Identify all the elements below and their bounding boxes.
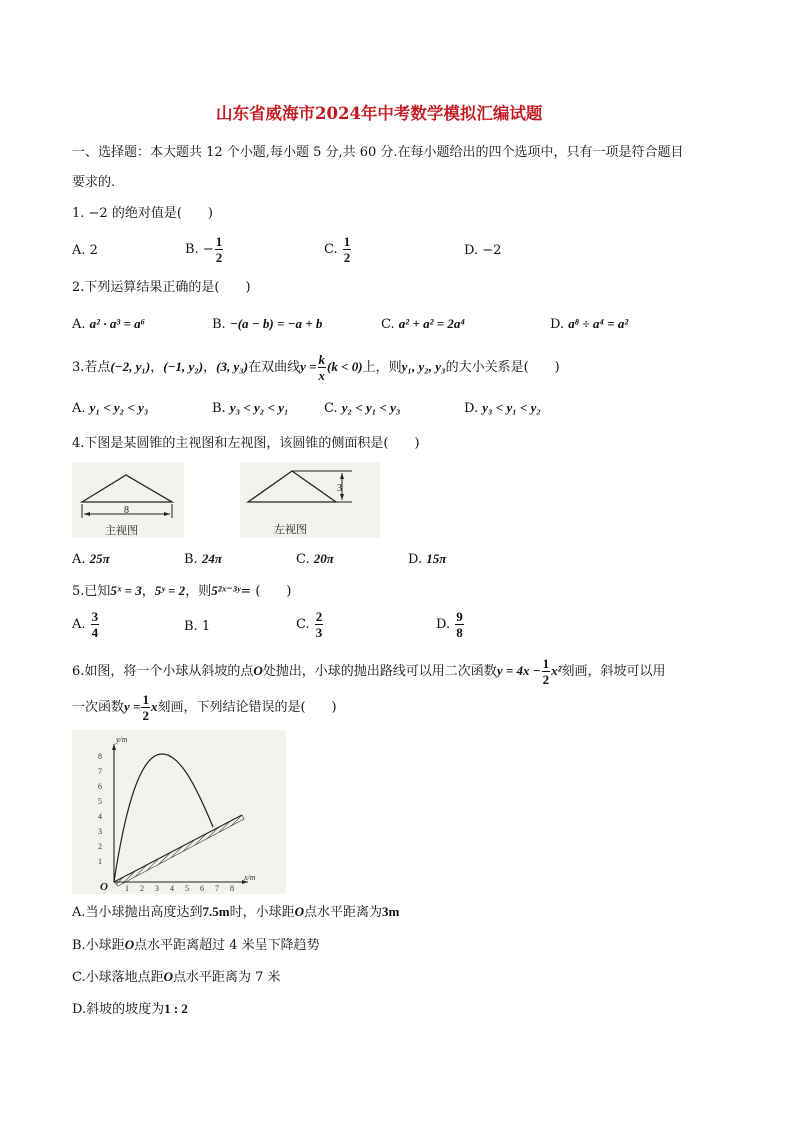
q4-option-c <box>296 552 334 566</box>
denominator: 2 <box>542 672 550 687</box>
y-tick-7: 7 <box>98 767 102 776</box>
option-label: C. <box>296 617 310 632</box>
stem-text: = ( ) <box>240 584 292 599</box>
option-text: 时，小球距 <box>229 905 295 920</box>
option-label: C. <box>381 317 395 332</box>
option-label: A. <box>72 317 86 332</box>
distance-value: 3m <box>382 904 400 919</box>
front-view-drawing <box>72 462 184 538</box>
q2-option-a <box>72 317 145 331</box>
q6-option-d <box>72 1002 188 1016</box>
q1-option-c-fraction <box>343 235 352 264</box>
arrow-left <box>84 512 90 516</box>
stem-text: 在双曲线 <box>248 360 301 375</box>
option-text: 点水平距离超过 4 米呈下降趋势 <box>134 938 320 953</box>
q6-option-a <box>72 905 399 919</box>
x-tick-1: 1 <box>125 884 129 893</box>
x-tick-8: 8 <box>230 884 234 893</box>
x-tick-5: 5 <box>185 884 189 893</box>
x-tick-6: 6 <box>200 884 204 893</box>
numerator: 1 <box>215 234 223 249</box>
dim-label-3: 3 <box>337 483 342 494</box>
q3-option-d <box>464 401 541 415</box>
side-view-figure <box>240 462 380 538</box>
option-expression: y₃ < y₁ < y₂ <box>482 400 541 415</box>
option-expression: a⁸ ÷ a⁴ = a² <box>568 316 629 331</box>
option-expression: a² · a³ = a⁶ <box>89 316 146 331</box>
option-expression: −(a − b) = −a + b <box>229 316 323 331</box>
stem-text: 处抛出，小球的抛出路线可以用二次函数 <box>262 664 497 679</box>
quadratic-part-1: y = 4x − <box>496 663 541 678</box>
option-expression: 20π <box>313 551 334 566</box>
option-text: C.小球落地点距 <box>72 970 164 985</box>
point-3: (3, y₃) <box>216 359 249 374</box>
option-expression: 15π <box>426 551 447 566</box>
page-title: 山东省威海市2024年中考数学模拟汇编试题 <box>216 104 543 123</box>
option-label: A. <box>72 552 86 567</box>
arrow-right <box>164 512 170 516</box>
point-1: (−2, y₁) <box>110 359 151 374</box>
option-expression: 25π <box>89 551 110 566</box>
slope-line <box>114 815 242 882</box>
x-tick-3: 3 <box>155 884 159 893</box>
q1-option-b-fraction <box>215 235 224 264</box>
question-2-stem: 2.下列运算结果正确的是( ) <box>72 280 251 295</box>
stem-text: 一次函数 <box>72 700 125 715</box>
ball-trajectory <box>114 754 213 882</box>
point-o: O <box>294 904 305 919</box>
y-axis-arrow <box>112 744 116 750</box>
denominator: 4 <box>91 625 99 640</box>
point-o: O <box>253 663 263 678</box>
y-tick-8: 8 <box>98 752 102 761</box>
side-view-drawing <box>240 462 380 538</box>
front-view-triangle <box>82 475 172 502</box>
linear-part-2: x <box>150 699 158 714</box>
option-expression: y₁ < y₂ < y₃ <box>89 400 149 415</box>
option-label: B. <box>212 317 226 332</box>
option-label: C. <box>324 401 338 416</box>
option-label: D. <box>550 317 565 332</box>
option-label: A. <box>72 617 86 632</box>
q4-option-a <box>72 552 110 566</box>
height-value: 7.5m <box>202 904 230 919</box>
option-expression: a² + a² = 2a⁴ <box>398 316 465 331</box>
front-view-label: 主视图 <box>105 524 138 537</box>
q1-option-d: D. −2 <box>464 243 502 258</box>
numerator: 1 <box>542 656 550 671</box>
quadratic-part-2: x² <box>551 663 562 678</box>
expression: 5²ˣ⁻³ʸ <box>211 583 241 598</box>
q4-option-d <box>408 552 446 566</box>
option-expression: y₂ < y₁ < y₃ <box>341 400 401 415</box>
y-tick-3: 3 <box>98 827 102 836</box>
denominator: 2 <box>142 708 149 723</box>
q3-option-c <box>324 401 401 415</box>
q2-option-c <box>381 317 465 331</box>
stem-text: 刻画，斜坡可以用 <box>561 664 666 679</box>
option-label: C. <box>296 552 310 567</box>
option-text: 点水平距离为 7 米 <box>173 970 281 985</box>
denominator: x <box>318 368 326 383</box>
y-tick-6: 6 <box>98 782 102 791</box>
q3-option-a <box>72 401 148 415</box>
option-text: B.小球距 <box>72 938 125 953</box>
arrow-up <box>340 473 344 479</box>
y-axis-label: y/m <box>116 735 128 744</box>
numerator: k <box>318 352 326 367</box>
trajectory-graph-figure <box>72 730 286 894</box>
y-tick-1: 1 <box>98 857 102 866</box>
dim-label-8: 8 <box>124 505 129 516</box>
q4-option-b <box>184 552 222 566</box>
denominator: 3 <box>315 625 323 640</box>
question-5-stem <box>72 584 291 598</box>
option-label: B. <box>184 552 198 567</box>
side-view-triangle <box>248 471 336 502</box>
numerator: 1 <box>343 234 351 249</box>
q5-option-b: B. 1 <box>184 619 211 634</box>
q3-option-b <box>212 401 289 415</box>
point-o: O <box>124 937 135 952</box>
option-text: D.斜坡的坡度为 <box>72 1002 165 1017</box>
option-expression: 24π <box>201 551 222 566</box>
question-6-stem-line2 <box>72 693 337 722</box>
separator: ， <box>150 360 164 375</box>
k-over-x-fraction <box>318 353 327 382</box>
q5-option-a-fraction <box>91 610 100 639</box>
denominator: 2 <box>343 250 351 265</box>
side-view-label: 左视图 <box>274 523 307 536</box>
question-3-stem <box>72 353 560 382</box>
option-label: D. <box>436 617 451 632</box>
point-o: O <box>163 969 174 984</box>
separator: ， <box>141 584 155 599</box>
section-intro-line1: 一、选择题：本大题共 12 个小题,每小题 5 分,共 60 分.在每小题给出的四个选项中，只有一项是符合题目 <box>72 145 684 160</box>
q2-option-b <box>212 317 322 331</box>
arrow-down <box>340 494 344 500</box>
stem-text: 刻画，下列结论错误的是( ) <box>157 700 337 715</box>
stem-text: 的大小关系是( ) <box>445 360 560 375</box>
slope-hatched <box>114 815 244 886</box>
y-values: y₁, y₂, y₃ <box>401 359 446 374</box>
y-tick-4: 4 <box>98 812 102 821</box>
stem-text: 3.若点 <box>72 360 111 375</box>
numerator: 1 <box>142 692 149 707</box>
equation-1: 5ˣ = 3 <box>110 583 142 598</box>
option-text: A.当小球抛出高度达到 <box>72 905 203 920</box>
question-1-stem: 1. −2 的绝对值是( ) <box>72 206 213 221</box>
q5-option-c <box>296 610 324 639</box>
q1-option-b <box>185 235 224 264</box>
separator: ， <box>203 360 217 375</box>
half-fraction <box>542 657 551 686</box>
stem-text: 6.如图，将一个小球从斜坡的点 <box>72 664 254 679</box>
linear-part-1: y = <box>124 699 141 714</box>
q1-option-c-label: C. <box>324 242 338 257</box>
stem-text: 5.已知 <box>72 584 111 599</box>
numerator: 3 <box>91 609 99 624</box>
question-4-stem: 4.下图是某圆锥的主视图和左视图，该圆锥的侧面积是( ) <box>72 436 420 451</box>
q1-option-c <box>324 235 352 264</box>
x-tick-4: 4 <box>170 884 174 893</box>
q5-option-d-fraction <box>455 610 464 639</box>
origin-label: O <box>100 881 108 893</box>
x-tick-2: 2 <box>140 884 144 893</box>
trajectory-graph <box>72 730 286 894</box>
q6-option-b <box>72 938 320 952</box>
option-label: D. <box>408 552 423 567</box>
option-label: A. <box>72 401 86 416</box>
question-6-stem-line1 <box>72 657 666 686</box>
numerator: 2 <box>315 609 323 624</box>
denominator: 8 <box>456 625 463 640</box>
x-axis-label: x/m <box>244 873 256 882</box>
section-intro-line2: 要求的. <box>72 175 116 190</box>
option-label: B. <box>212 401 226 416</box>
x-tick-7: 7 <box>215 884 219 893</box>
stem-text: 上，则 <box>362 360 402 375</box>
stem-text: ，则 <box>185 584 212 599</box>
y-ticks <box>98 752 102 866</box>
point-2: (−1, y₂) <box>163 359 204 374</box>
half-fraction <box>141 693 150 722</box>
y-tick-2: 2 <box>98 842 102 851</box>
slope-ratio: 1 : 2 <box>164 1001 188 1016</box>
option-expression: y₃ < y₂ < y₁ <box>229 400 289 415</box>
equation-2: 5ʸ = 2 <box>154 583 186 598</box>
q1-option-a: A. 2 <box>72 243 98 258</box>
x-ticks <box>125 884 234 893</box>
front-view-figure <box>72 462 184 538</box>
option-label: D. <box>464 401 479 416</box>
q5-option-d <box>436 610 465 639</box>
q6-option-c <box>72 970 281 984</box>
condition: (k < 0) <box>327 359 363 374</box>
y-tick-5: 5 <box>98 797 102 806</box>
denominator: 2 <box>215 250 223 265</box>
q5-option-a <box>72 610 100 639</box>
numerator: 9 <box>456 609 463 624</box>
option-text: 点水平距离为 <box>304 905 383 920</box>
equation-y: y = <box>300 359 317 374</box>
q2-option-d <box>550 317 628 331</box>
q5-option-c-fraction <box>315 610 324 639</box>
q1-option-b-label: B. − <box>185 242 214 257</box>
